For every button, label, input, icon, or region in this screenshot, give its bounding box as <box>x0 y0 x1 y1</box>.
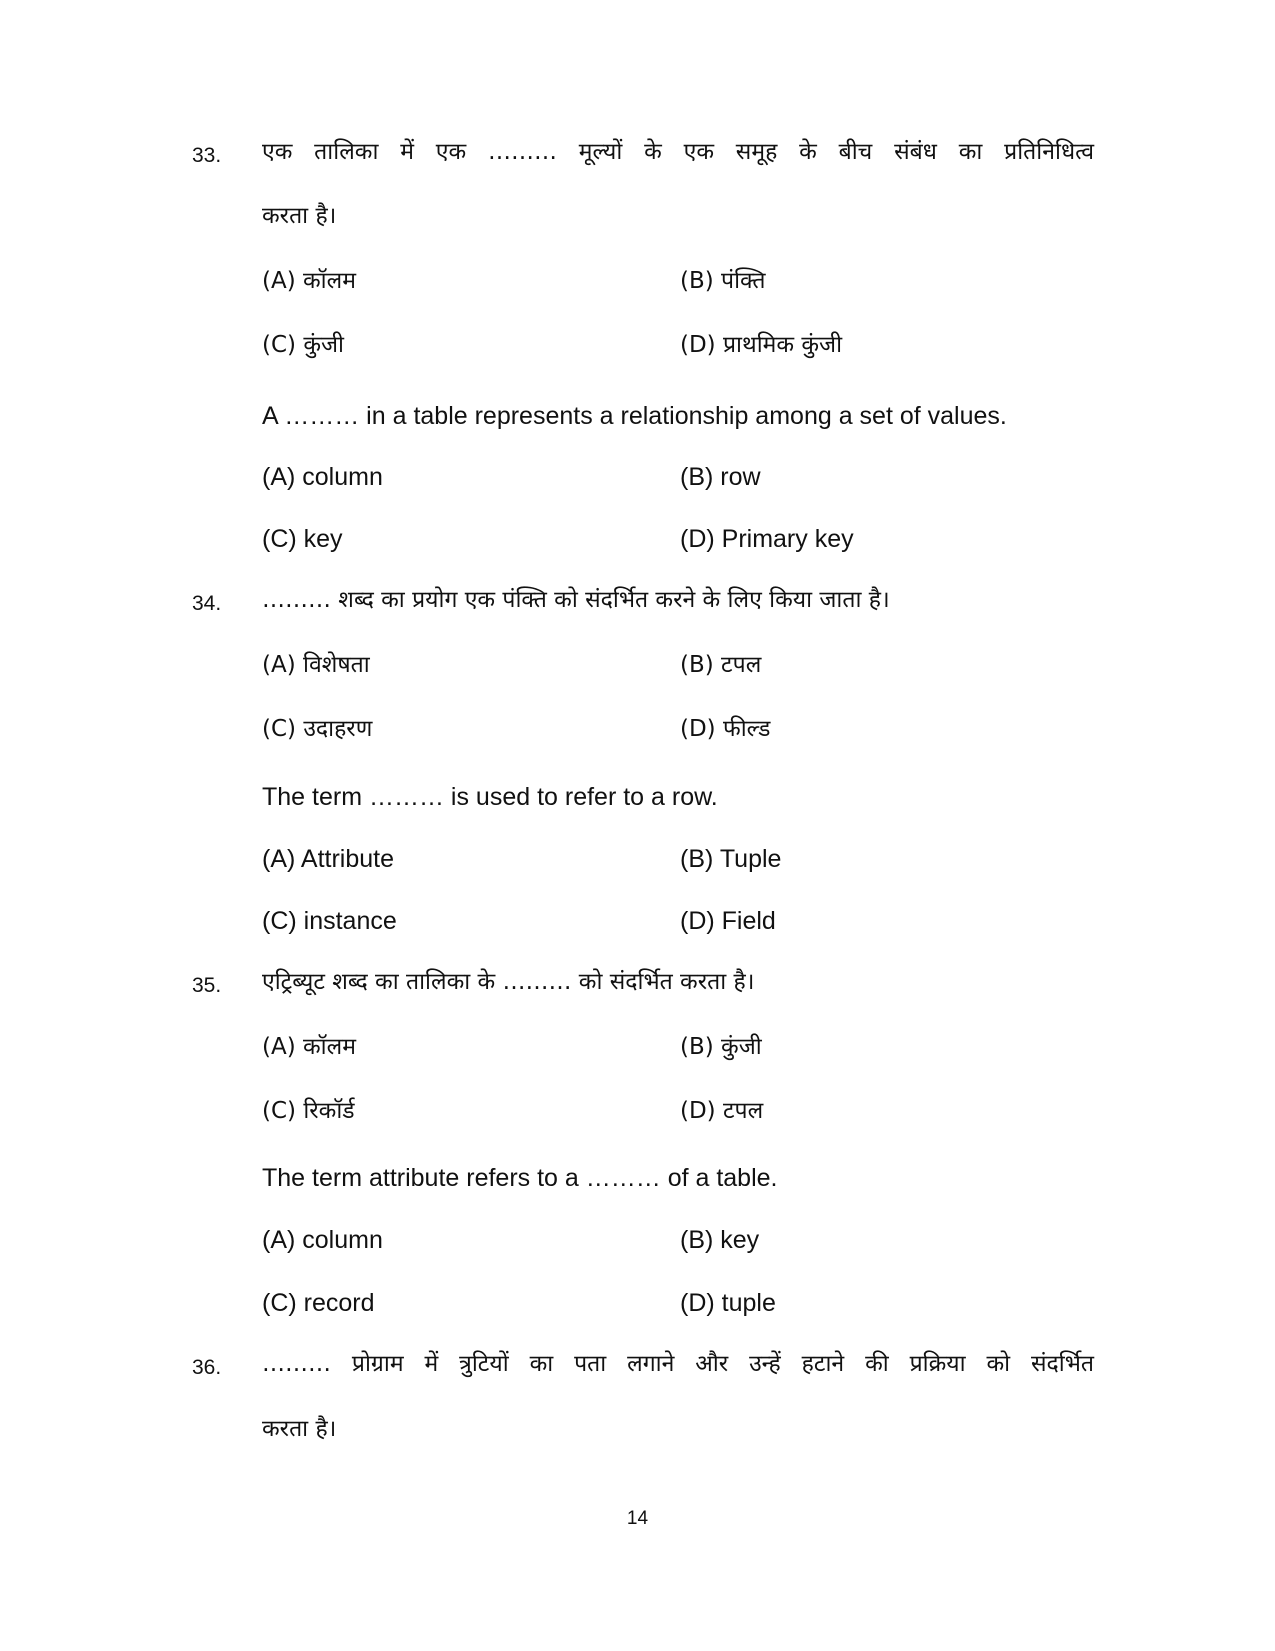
question-number: 35. <box>192 974 222 997</box>
hindi-option-d: (D) फील्ड <box>680 716 771 742</box>
hindi-option-c: (C) रिकॉर्ड <box>262 1098 355 1124</box>
hindi-option-a: (A) विशेषता <box>262 652 370 678</box>
english-option-a: (A) column <box>262 1226 383 1254</box>
english-option-c: (C) key <box>262 525 343 553</box>
hindi-stem-line-1: ……… शब्द का प्रयोग एक पंक्ति को संदर्भित करने के लिए किया जाता है। <box>262 587 890 613</box>
english-option-d: (D) Field <box>680 907 776 935</box>
hindi-option-c: (C) उदाहरण <box>262 716 373 742</box>
page-number: 14 <box>626 1508 649 1529</box>
english-option-c: (C) record <box>262 1289 375 1317</box>
question-number: 33. <box>192 144 222 167</box>
hindi-stem-line-1: एट्रिब्यूट शब्द का तालिका के ……… को संदर्भित करता है। <box>262 969 755 995</box>
english-option-b: (B) key <box>680 1226 760 1254</box>
english-option-b: (B) Tuple <box>680 845 782 873</box>
hindi-option-b: (B) कुंजी <box>680 1034 762 1060</box>
english-option-d: (D) tuple <box>680 1289 776 1317</box>
english-stem: A ……… in a table represents a relationship among a set of values. <box>262 402 1007 430</box>
hindi-stem-line-2: करता है। <box>262 1416 337 1442</box>
hindi-stem-line-1: एक तालिका में एक ……… मूल्यों के एक समूह के बीच संबंध का प्रतिनिधित्व <box>262 139 1094 165</box>
hindi-option-b: (B) टपल <box>680 652 762 678</box>
english-option-a: (A) column <box>262 463 383 491</box>
hindi-option-a: (A) कॉलम <box>262 268 356 294</box>
question-number: 36. <box>192 1356 222 1379</box>
hindi-option-d: (D) प्राथमिक कुंजी <box>680 332 843 358</box>
hindi-option-d: (D) टपल <box>680 1098 764 1124</box>
hindi-stem-line-1: ……… प्रोग्राम में त्रुटियों का पता लगाने और उन्हें हटाने की प्रक्रिया को संदर्भित <box>262 1351 1094 1377</box>
english-option-a: (A) Attribute <box>262 845 394 873</box>
english-stem: The term ……… is used to refer to a row. <box>262 783 718 811</box>
english-option-b: (B) row <box>680 463 761 491</box>
hindi-option-c: (C) कुंजी <box>262 332 345 358</box>
english-option-d: (D) Primary key <box>680 525 854 553</box>
hindi-option-a: (A) कॉलम <box>262 1034 356 1060</box>
english-stem: The term attribute refers to a ……… of a table. <box>262 1164 778 1192</box>
english-option-c: (C) instance <box>262 907 397 935</box>
hindi-option-b: (B) पंक्ति <box>680 268 766 294</box>
hindi-stem-line-2: करता है। <box>262 203 337 229</box>
question-number: 34. <box>192 592 222 615</box>
